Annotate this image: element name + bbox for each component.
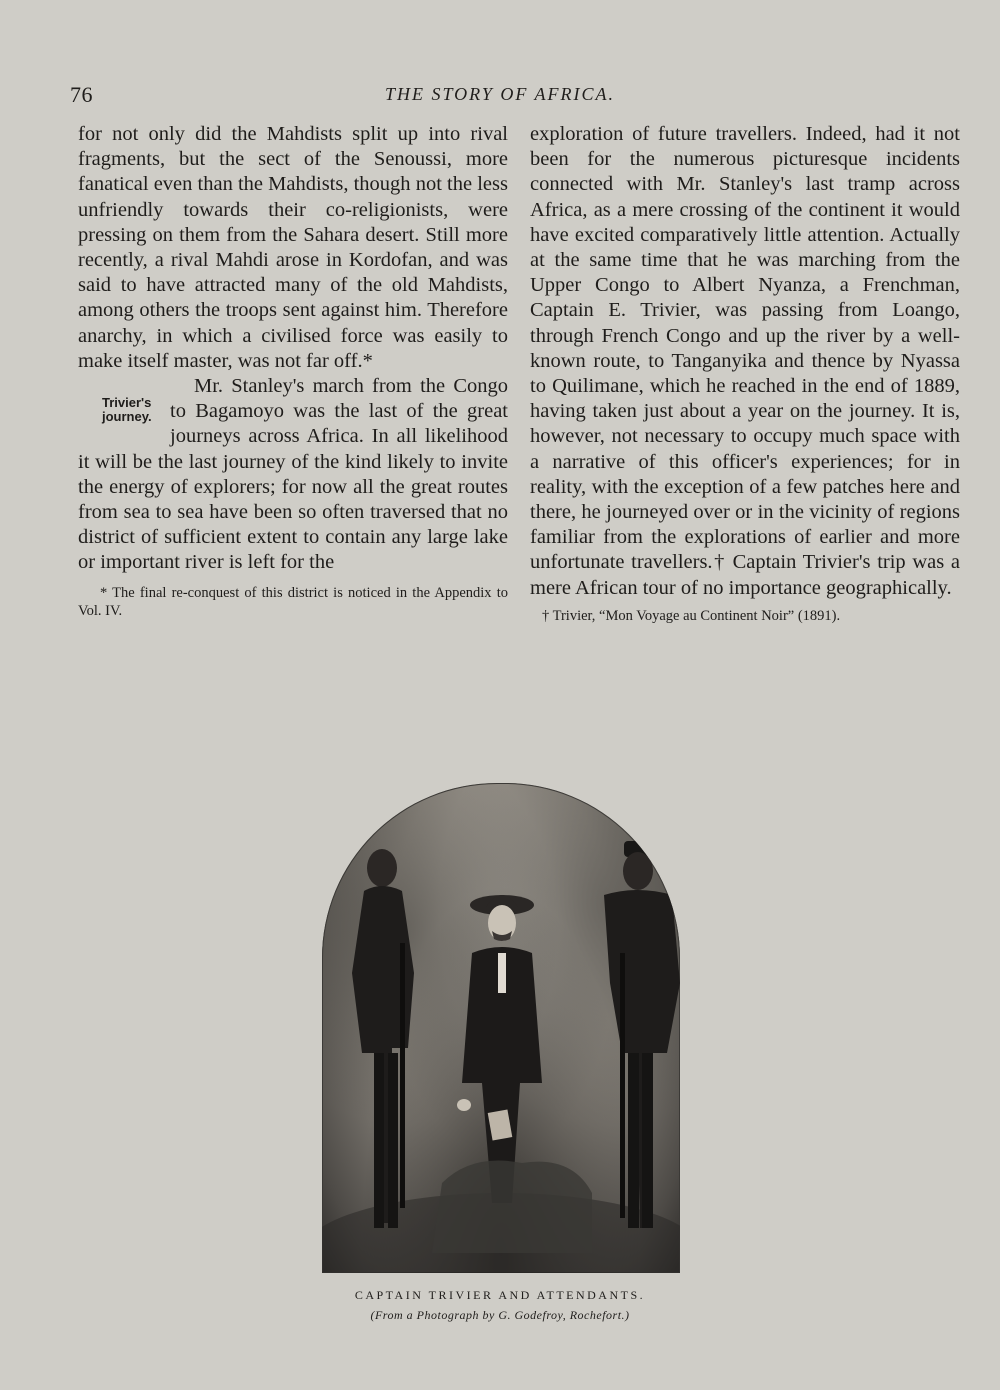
margin-note-line-1: Trivier's xyxy=(102,395,152,411)
right-column xyxy=(530,122,960,625)
photo-rock xyxy=(432,1161,592,1254)
left-column xyxy=(78,122,508,620)
right-footnote: † Trivier, “Mon Voyage au Continent Noir” (1891). xyxy=(542,607,841,624)
captain-trivier-figure xyxy=(457,895,542,1203)
right-paragraph-1: exploration of future travellers. Indeed, had it not been for the numerous picturesque incidents connected with Mr. Stanley's last tramp across Africa, as a mere crossing of the continent it would have excited comparatively little attention. Actually at the same time that he was marching from the Upper Congo to Albert Nyanza, a Frenchman, Captain E. Trivier, was passing from Loango, through French Congo and up the river by a well-known route, to Tanganyika and thence by Nyassa to Quilimane, which he reached in the end of 1889, having taken just about a year on the journey. It is, however, not necessary to occupy much space with a narrative of this officer's experiences; for in reality, with the exception of a few patches here and there, he journeyed over or in the vicinity of regions familiar from the explorations of earlier and more unfortunate travellers.† Captain Trivier's trip was a mere African tour of no importance geographically. xyxy=(530,123,960,599)
figure-credit: (From a Photograph by G. Godefroy, Rochefort.) xyxy=(370,1308,630,1322)
photo-figures xyxy=(322,783,680,1273)
running-head: THE STORY OF AFRICA. xyxy=(384,84,616,104)
margin-note-line-2: journey. xyxy=(102,409,152,425)
page-number: 76 xyxy=(70,82,93,107)
left-attendant-figure xyxy=(352,849,414,1228)
left-paragraph-2 xyxy=(78,374,508,576)
figure-caption: CAPTAIN TRIVIER AND ATTENDANTS. xyxy=(354,1288,646,1302)
left-footnote: * The final re-conquest of this district is noticed in the Appendix to Vol. IV. xyxy=(78,584,508,619)
photograph xyxy=(322,783,680,1273)
left-paragraph-1: for not only did the Mahdists split up into rival fragments, but the sect of the Senoussi, more fanatical even than the Mahdists, though not the less unfriendly towards their co-religionists, were pressing on them from the Sahara desert. Still more recently, a rival Mahdi arose in Kordofan, and was said to have attracted many of the old Mahdists, among others the troops sent against him. Therefore anarchy, in which a civilised force was easily to make itself master, was not far off.* xyxy=(78,123,508,372)
left-paragraph-2-text: Mr. Stanley's march from the Congo to Bagamoyo was the last of the great journeys across Africa. In all likelihood it will be the last journey of the kind likely to invite the energy of explorers; for now all the great routes from sea to sea have been so often traversed that no district of sufficient extent to contain any large lake or important river is left for the xyxy=(78,375,508,574)
right-attendant-figure xyxy=(604,841,680,1228)
margin-note xyxy=(70,376,164,446)
